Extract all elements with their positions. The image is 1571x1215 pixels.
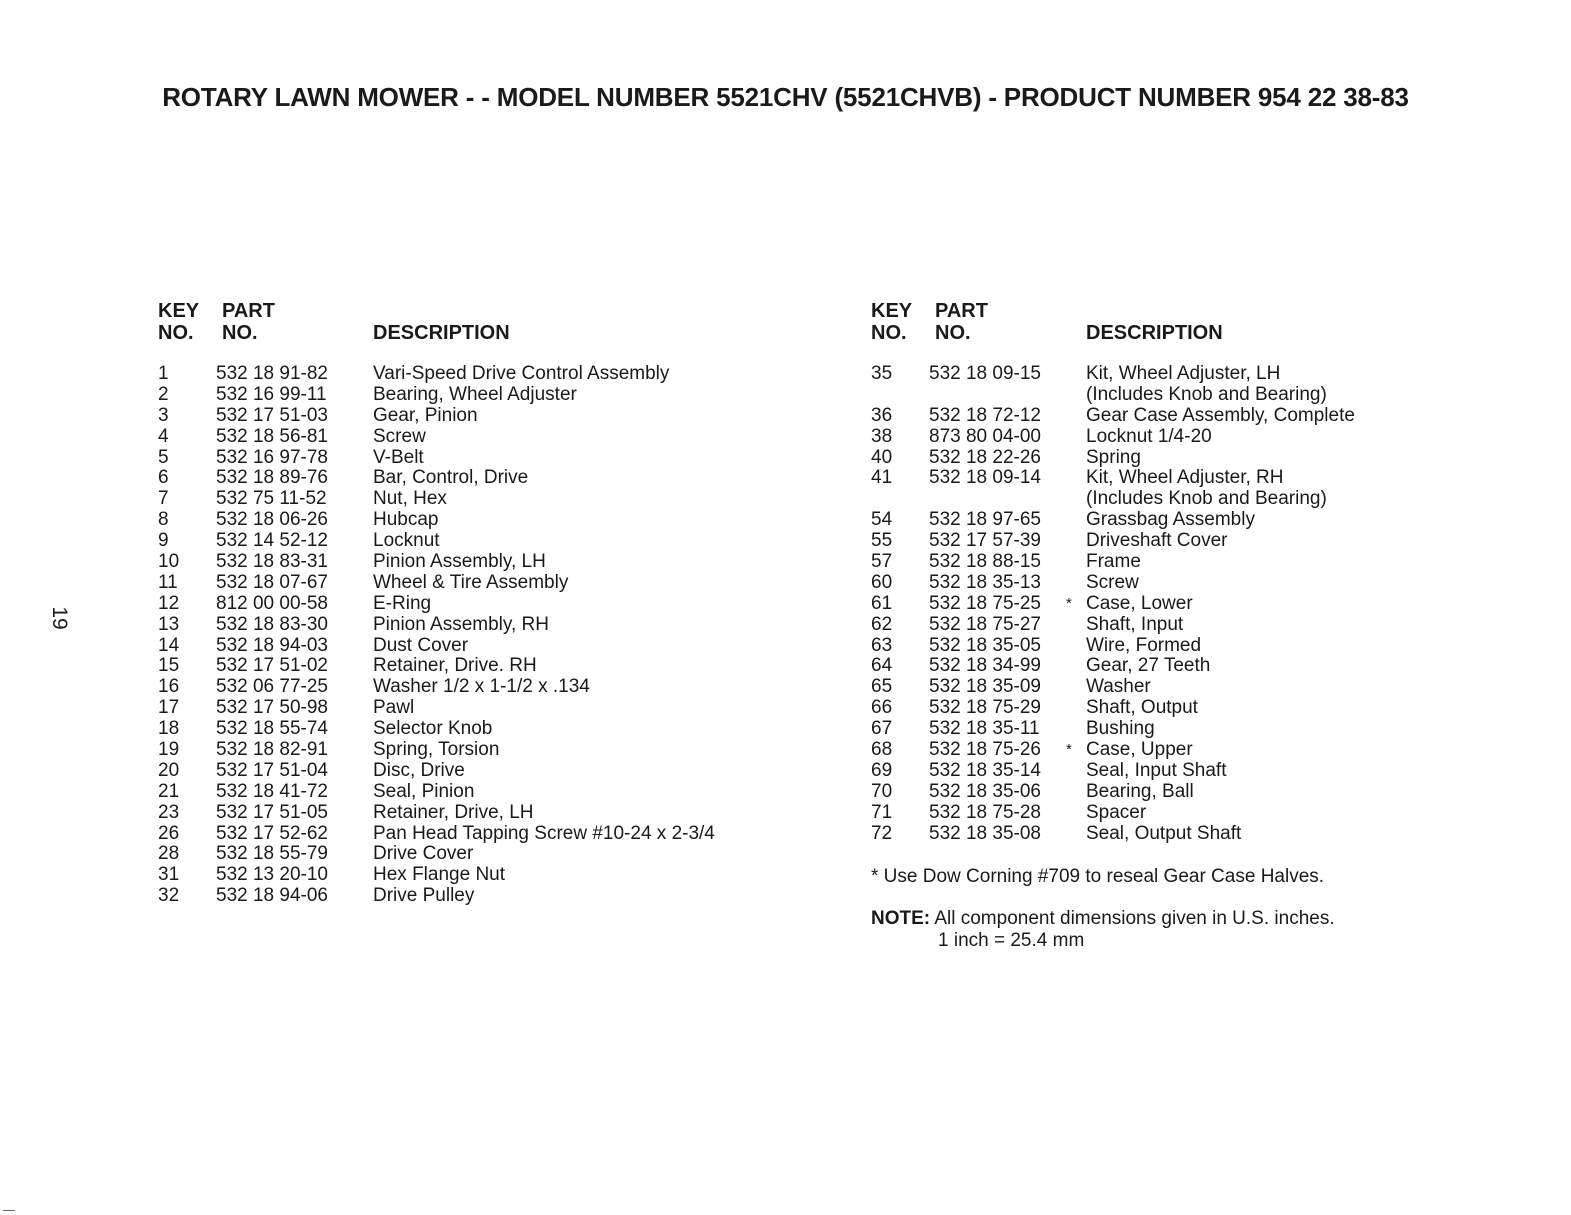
table-row [158, 865, 798, 886]
parts-list-header [158, 300, 798, 350]
table-row [158, 427, 798, 448]
part-header-line2: NO. [935, 322, 971, 344]
key-no-cell: 3 [158, 404, 169, 426]
key-no-cell: 10 [158, 551, 180, 573]
table-row [871, 510, 1511, 531]
part-no-cell: 532 13 20-10 [216, 864, 328, 886]
key-no-cell: 63 [871, 634, 893, 656]
description-cell: (Includes Knob and Bearing) [1086, 488, 1327, 510]
key-no-cell: 61 [871, 592, 893, 614]
part-no-cell: 532 18 82-91 [216, 739, 328, 761]
key-no-cell: 6 [158, 467, 169, 489]
description-cell: Locknut [373, 530, 440, 552]
key-no-cell: 21 [158, 780, 180, 802]
table-row [158, 594, 798, 615]
table-row [871, 656, 1511, 677]
key-no-cell: 16 [158, 676, 180, 698]
parts-list-left [158, 300, 798, 907]
description-cell: Nut, Hex [373, 488, 447, 510]
description-cell: Spacer [1086, 801, 1147, 823]
page-title: ROTARY LAWN MOWER - - MODEL NUMBER 5521CHV (5521CHVB) - PRODUCT NUMBER 954 22 38-83 [162, 82, 1409, 112]
part-no-cell: 532 17 51-02 [216, 655, 328, 677]
table-row [871, 803, 1511, 824]
description-cell: Hex Flange Nut [373, 864, 506, 886]
table-row [871, 531, 1511, 552]
table-row [871, 824, 1511, 845]
part-header-line1: PART [935, 300, 988, 322]
parts-list-header [871, 300, 1511, 350]
key-no-cell: 12 [158, 592, 180, 614]
part-no-cell: 532 18 75-26 [929, 739, 1041, 761]
key-no-cell: 64 [871, 655, 893, 677]
key-no-cell: 9 [158, 530, 169, 552]
table-row [158, 719, 798, 740]
description-cell: Shaft, Output [1086, 697, 1198, 719]
description-cell: Pan Head Tapping Screw #10-24 x 2-3/4 [373, 822, 715, 844]
key-no-cell: 7 [158, 488, 169, 510]
description-cell: Locknut 1/4-20 [1086, 425, 1212, 447]
table-row [871, 385, 1511, 406]
part-no-cell: 812 00 00-58 [216, 592, 328, 614]
description-cell: Case, Lower [1086, 592, 1193, 614]
description-header: DESCRIPTION [373, 322, 510, 344]
key-no-cell: 5 [158, 446, 169, 468]
key-no-cell: 4 [158, 425, 169, 447]
table-row [158, 468, 798, 489]
table-row [871, 740, 1511, 761]
description-cell: Selector Knob [373, 718, 493, 740]
key-no-cell: 26 [158, 822, 180, 844]
description-cell: Bearing, Wheel Adjuster [373, 383, 577, 405]
part-no-cell: 532 17 51-04 [216, 759, 328, 781]
part-no-cell: 532 18 35-08 [929, 822, 1041, 844]
part-no-cell: 532 18 91-82 [216, 363, 328, 384]
description-cell: Bushing [1086, 718, 1155, 740]
table-row [158, 364, 798, 385]
key-no-cell: 70 [871, 780, 893, 802]
description-cell: Shaft, Input [1086, 613, 1184, 635]
note [871, 908, 1335, 929]
key-no-cell: 15 [158, 655, 180, 677]
part-no-cell: 532 18 75-27 [929, 613, 1041, 635]
parts-rows-right [871, 364, 1511, 844]
table-row [871, 782, 1511, 803]
key-header-line1: KEY [871, 300, 913, 322]
key-no-cell: 32 [158, 885, 180, 907]
parts-list-right [871, 300, 1511, 844]
table-row [158, 510, 798, 531]
part-no-cell: 532 18 94-06 [216, 885, 328, 907]
table-row [871, 636, 1511, 657]
description-cell: Gear Case Assembly, Complete [1086, 404, 1355, 426]
part-no-cell: 532 18 94-03 [216, 634, 328, 656]
key-no-cell: 14 [158, 634, 180, 656]
table-row [158, 824, 798, 845]
key-header-line1: KEY [158, 300, 200, 322]
table-row [158, 677, 798, 698]
table-row [871, 468, 1511, 489]
key-no-cell: 35 [871, 363, 893, 384]
description-cell: Screw [373, 425, 426, 447]
key-no-cell: 69 [871, 759, 893, 781]
part-no-cell: 532 17 51-03 [216, 404, 328, 426]
asterisk-mark: * [1066, 741, 1072, 759]
table-row [158, 698, 798, 719]
description-cell: Retainer, Drive. RH [373, 655, 537, 677]
part-header-line2: NO. [222, 322, 258, 344]
key-no-cell: 66 [871, 697, 893, 719]
key-no-cell: 19 [158, 739, 180, 761]
key-no-cell: 28 [158, 843, 180, 865]
parts-rows-left [158, 364, 798, 907]
table-row [158, 636, 798, 657]
description-cell: Spring [1086, 446, 1141, 468]
description-cell: Bar, Control, Drive [373, 467, 529, 489]
key-no-cell: 41 [871, 467, 893, 489]
key-no-cell: 72 [871, 822, 893, 844]
table-row [158, 385, 798, 406]
table-row [158, 844, 798, 865]
page-number: 19 [48, 606, 71, 630]
key-no-cell: 60 [871, 571, 893, 593]
part-no-cell: 532 17 51-05 [216, 801, 328, 823]
part-no-cell: 532 16 99-11 [216, 383, 327, 405]
part-no-cell: 532 18 75-25 [929, 592, 1041, 614]
table-row [158, 615, 798, 636]
part-no-cell: 532 06 77-25 [216, 676, 328, 698]
part-no-cell: 532 14 52-12 [216, 530, 328, 552]
part-no-cell: 532 16 97-78 [216, 446, 328, 468]
part-no-cell: 532 17 57-39 [929, 530, 1041, 552]
key-no-cell: 20 [158, 759, 180, 781]
table-row [158, 782, 798, 803]
part-no-cell: 532 18 41-72 [216, 780, 328, 802]
description-cell: Pawl [373, 697, 415, 719]
description-cell: Kit, Wheel Adjuster, RH [1086, 467, 1284, 489]
description-cell: Gear, Pinion [373, 404, 478, 426]
key-no-cell: 62 [871, 613, 893, 635]
table-row [158, 573, 798, 594]
key-header-line2: NO. [871, 322, 907, 344]
part-no-cell: 532 18 55-74 [216, 718, 328, 740]
description-cell: Driveshaft Cover [1086, 530, 1228, 552]
part-no-cell: 532 18 07-67 [216, 571, 328, 593]
part-header-line1: PART [222, 300, 275, 322]
key-no-cell: 38 [871, 425, 893, 447]
key-no-cell: 40 [871, 446, 893, 468]
table-row [871, 594, 1511, 615]
description-cell: Hubcap [373, 509, 439, 531]
key-no-cell: 31 [158, 864, 180, 886]
table-row [871, 573, 1511, 594]
part-no-cell: 532 18 72-12 [929, 404, 1041, 426]
part-no-cell: 532 75 11-52 [216, 488, 327, 510]
part-no-cell: 532 18 35-09 [929, 676, 1041, 698]
table-row [158, 656, 798, 677]
part-no-cell: 873 80 04-00 [929, 425, 1041, 447]
table-row [158, 489, 798, 510]
part-no-cell: 532 18 89-76 [216, 467, 328, 489]
description-header: DESCRIPTION [1086, 322, 1223, 344]
description-cell: Dust Cover [373, 634, 469, 656]
table-row [158, 886, 798, 907]
asterisk-mark: * [1066, 594, 1072, 612]
table-row [871, 615, 1511, 636]
key-no-cell: 54 [871, 509, 893, 531]
part-no-cell: 532 18 35-11 [929, 718, 1040, 740]
key-no-cell: 11 [158, 571, 178, 593]
table-row [158, 740, 798, 761]
part-no-cell: 532 18 35-06 [929, 780, 1041, 802]
part-no-cell: 532 18 35-14 [929, 759, 1041, 781]
description-cell: Spring, Torsion [373, 739, 500, 761]
key-no-cell: 17 [158, 697, 180, 719]
description-cell: (Includes Knob and Bearing) [1086, 383, 1327, 405]
description-cell: Seal, Pinion [373, 780, 475, 802]
key-no-cell: 8 [158, 509, 169, 531]
note-line1: All component dimensions given in U.S. inches. [934, 908, 1335, 929]
table-row [871, 552, 1511, 573]
key-no-cell: 71 [871, 801, 893, 823]
key-no-cell: 1 [158, 363, 169, 384]
part-no-cell: 532 18 35-13 [929, 571, 1041, 593]
description-cell: Drive Cover [373, 843, 474, 865]
key-no-cell: 67 [871, 718, 893, 740]
part-no-cell: 532 17 50-98 [216, 697, 328, 719]
key-header-line2: NO. [158, 322, 194, 344]
description-cell: Seal, Input Shaft [1086, 759, 1227, 781]
key-no-cell: 2 [158, 383, 169, 405]
description-cell: Pinion Assembly, RH [373, 613, 549, 635]
description-cell: Washer [1086, 676, 1151, 698]
table-row [158, 761, 798, 782]
key-no-cell: 68 [871, 739, 893, 761]
description-cell: Bearing, Ball [1086, 780, 1194, 802]
key-no-cell: 13 [158, 613, 180, 635]
description-cell: Vari-Speed Drive Control Assembly [373, 363, 670, 384]
part-no-cell: 532 18 97-65 [929, 509, 1041, 531]
description-cell: Wheel & Tire Assembly [373, 571, 569, 593]
table-row [871, 406, 1511, 427]
description-cell: Wire, Formed [1086, 634, 1202, 656]
description-cell: Case, Upper [1086, 739, 1193, 761]
key-no-cell: 18 [158, 718, 180, 740]
table-row [158, 803, 798, 824]
description-cell: Kit, Wheel Adjuster, LH [1086, 363, 1281, 384]
footnote: * Use Dow Corning #709 to reseal Gear Case Halves. [871, 866, 1325, 887]
key-no-cell: 57 [871, 551, 893, 573]
description-cell: Gear, 27 Teeth [1086, 655, 1211, 677]
table-row [871, 489, 1511, 510]
part-no-cell: 532 18 06-26 [216, 509, 328, 531]
part-no-cell: 532 18 09-14 [929, 467, 1041, 489]
table-row [871, 677, 1511, 698]
key-no-cell: 23 [158, 801, 180, 823]
table-row [158, 531, 798, 552]
description-cell: Retainer, Drive, LH [373, 801, 534, 823]
scan-mark [3, 1210, 15, 1211]
part-no-cell: 532 18 56-81 [216, 425, 328, 447]
key-no-cell: 65 [871, 676, 893, 698]
table-row [871, 427, 1511, 448]
part-no-cell: 532 18 34-99 [929, 655, 1041, 677]
table-row [871, 719, 1511, 740]
table-row [871, 448, 1511, 469]
description-cell: V-Belt [373, 446, 424, 468]
part-no-cell: 532 18 88-15 [929, 551, 1041, 573]
note-label: NOTE: [871, 908, 931, 929]
description-cell: Drive Pulley [373, 885, 475, 907]
part-no-cell: 532 18 75-29 [929, 697, 1041, 719]
part-no-cell: 532 18 75-28 [929, 801, 1041, 823]
description-cell: Disc, Drive [373, 759, 465, 781]
part-no-cell: 532 18 83-30 [216, 613, 328, 635]
description-cell: Grassbag Assembly [1086, 509, 1255, 531]
description-cell: Screw [1086, 571, 1139, 593]
key-no-cell: 55 [871, 530, 893, 552]
part-no-cell: 532 18 55-79 [216, 843, 328, 865]
part-no-cell: 532 18 09-15 [929, 363, 1041, 384]
table-row [158, 552, 798, 573]
part-no-cell: 532 18 83-31 [216, 551, 328, 573]
key-no-cell: 36 [871, 404, 893, 426]
table-row [158, 406, 798, 427]
note-line2: 1 inch = 25.4 mm [938, 930, 1085, 951]
description-cell: Seal, Output Shaft [1086, 822, 1242, 844]
table-row [871, 364, 1511, 385]
part-no-cell: 532 18 35-05 [929, 634, 1041, 656]
description-cell: Frame [1086, 551, 1141, 573]
description-cell: Pinion Assembly, LH [373, 551, 546, 573]
description-cell: Washer 1/2 x 1-1/2 x .134 [373, 676, 590, 698]
description-cell: E-Ring [373, 592, 432, 614]
table-row [158, 448, 798, 469]
table-row [871, 698, 1511, 719]
table-row [871, 761, 1511, 782]
part-no-cell: 532 18 22-26 [929, 446, 1041, 468]
part-no-cell: 532 17 52-62 [216, 822, 328, 844]
